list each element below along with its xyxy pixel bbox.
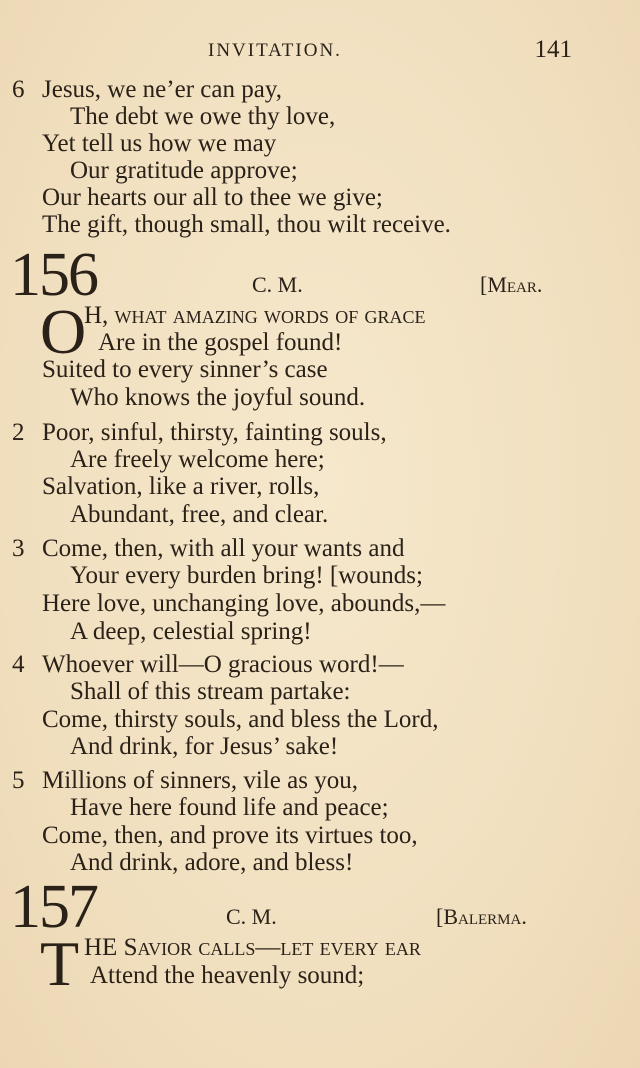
hymn-number: 156 (10, 241, 97, 309)
verse-number: 3 (12, 535, 25, 562)
verse-line: Our gratitude approve; (70, 157, 298, 184)
first-line-text: HE Savior calls—let every ear (84, 934, 421, 961)
verse-line: A deep, celestial spring! (70, 618, 312, 645)
verse-line: Are in the gospel found! (98, 329, 343, 356)
verse-line: Come, then, with all your wants and (42, 535, 405, 562)
hymn-meter: C. M. (226, 904, 277, 929)
verse-line: Have here found life and peace; (70, 794, 389, 821)
verse-line: Who knows the joyful sound. (70, 384, 366, 411)
verse-number: 2 (12, 419, 25, 446)
verse-line: The debt we owe thy love, (70, 103, 336, 130)
drop-cap: O (40, 296, 87, 367)
verse-line: Jesus, we ne’er can pay, (42, 76, 282, 103)
hymn-number: 157 (10, 873, 97, 941)
verse-line: Shall of this stream partake: (70, 678, 351, 705)
verse-line: Salvation, like a river, rolls, (42, 473, 320, 500)
verse-line: Poor, sinful, thirsty, fainting souls, (42, 419, 387, 446)
hymn-tune: [Mear. (480, 272, 543, 297)
verse-line: Are freely welcome here; (70, 446, 325, 473)
first-line-text: H, what amazing words of grace (84, 302, 426, 329)
verse-line: And drink, for Jesus’ sake! (70, 733, 339, 760)
page-number: 141 (534, 36, 572, 63)
verse-line: Yet tell us how we may (42, 130, 277, 157)
hymn-meter: C. M. (252, 272, 303, 297)
verse-number: 6 (12, 76, 25, 103)
verse-line: Come, then, and prove its virtues too, (42, 822, 418, 849)
verse-number: 4 (12, 651, 25, 678)
verse-line: Whoever will—O gracious word!— (42, 651, 404, 678)
verse-line (84, 934, 421, 962)
verse-line (84, 302, 426, 330)
verse-line: Millions of sinners, vile as you, (42, 767, 358, 794)
verse-line: Our hearts our all to thee we give; (42, 184, 383, 211)
drop-cap: T (40, 928, 80, 999)
page-header (0, 36, 640, 70)
verse-line: Your every burden bring! [wounds; (70, 562, 423, 589)
verse-line: Here love, unchanging love, abounds,— (42, 590, 446, 617)
running-title: INVITATION. (208, 40, 342, 61)
verse-line: The gift, though small, thou wilt receive. (42, 211, 451, 238)
verse-line: Come, thirsty souls, and bless the Lord, (42, 706, 439, 733)
verse-line: Attend the heavenly sound; (90, 962, 365, 989)
hymn-tune: [Balerma. (436, 904, 527, 929)
verse-line: Suited to every sinner’s case (42, 356, 328, 383)
verse-line: Abundant, free, and clear. (70, 501, 329, 528)
verse-number: 5 (12, 767, 25, 794)
verse-line: And drink, adore, and bless! (70, 849, 354, 876)
